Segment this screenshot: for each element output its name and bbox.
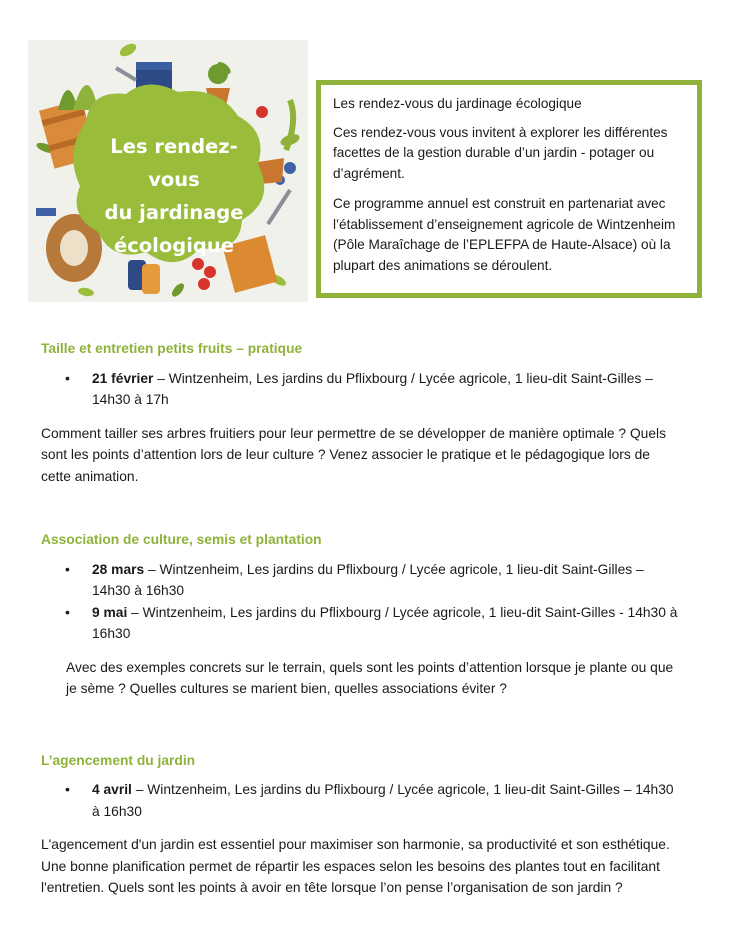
event-date: 9 mai xyxy=(92,604,128,620)
event-details: – Wintzenheim, Les jardins du Pflixbourg / Lycée agricole, 1 lieu-dit Saint-Gilles – 14h30 à 16h30 xyxy=(92,782,674,819)
section-description: L'agencement d'un jardin est essentiel pour maximiser son harmonie, sa productivité et son esthétique. Une bonne planification permet de répartir les espaces selon les besoins des plantes tout en facilitant l'entretien. Quels sont les points à avoir en tête lorsque l’on pense l’organisation de son jardin ? xyxy=(41,837,670,895)
info-box-title: Les rendez-vous du jardinage écologique xyxy=(333,96,582,111)
event-list xyxy=(41,368,681,411)
section-description: Avec des exemples concrets sur le terrain, quels sont les points d’attention lorsque je plante ou que je sème ? Quelles cultures se marient bien, quelles associations éviter ? xyxy=(66,659,674,696)
section-association xyxy=(41,529,681,700)
bullet-icon: • xyxy=(65,781,70,797)
section-taille xyxy=(41,338,681,487)
info-box-paragraph: Ce programme annuel est construit en partenariat avec l’établissement d’enseignement agricole de Wintzenheim (Pôle Maraîchage de l’EPLEFPA de Haute-Alsace) où la plupart des animations se déroulent. xyxy=(333,196,676,273)
info-box-paragraph: Ces rendez-vous vous invitent à explorer les différentes facettes de la gestion durable d’un jardin - potager ou d’agrément. xyxy=(333,124,668,181)
event-item xyxy=(41,602,681,645)
section-heading: Taille et entretien petits fruits – pratique xyxy=(41,341,303,356)
event-date: 28 mars xyxy=(92,561,145,577)
bullet-icon: • xyxy=(65,603,70,620)
event-details: – Wintzenheim, Les jardins du Pflixbourg / Lycée agricole, 1 lieu-dit Saint-Gilles – 14h30 à 16h30 xyxy=(92,561,644,598)
section-heading: L’agencement du jardin xyxy=(41,752,196,768)
event-item xyxy=(41,779,681,822)
event-item xyxy=(41,368,681,411)
bullet-icon: • xyxy=(65,560,70,577)
event-details: – Wintzenheim, Les jardins du Pflixbourg / Lycée agricole, 1 lieu-dit Saint-Gilles – 14h30 à 17h xyxy=(92,370,653,407)
program-content xyxy=(41,338,681,899)
bullet-icon: • xyxy=(65,369,70,386)
section-agencement xyxy=(41,750,681,899)
section-description: Comment tailler ses arbres fruitiers pour leur permettre de se développer de manière optimale ? Quels sont les points d’attention lors de leur culture ? Venez associer le pratique et le pédagogique lors de cette animation. xyxy=(41,425,666,484)
event-date: 21 février xyxy=(92,370,154,386)
hero-title xyxy=(88,130,260,262)
hero-title-line: écologique xyxy=(114,234,234,257)
event-details: – Wintzenheim, Les jardins du Pflixbourg / Lycée agricole, 1 lieu-dit Saint-Gilles - 14h30 à 16h30 xyxy=(92,604,678,641)
hero-illustration xyxy=(28,40,308,302)
info-box xyxy=(316,80,702,298)
hero-title-line: du jardinage xyxy=(104,201,244,224)
event-date: 4 avril xyxy=(92,782,132,797)
event-item xyxy=(41,559,681,602)
event-list xyxy=(41,779,681,822)
event-list xyxy=(41,559,681,645)
hero-title-line: Les rendez-vous xyxy=(110,135,238,191)
section-heading: Association de culture, semis et plantation xyxy=(41,532,322,547)
